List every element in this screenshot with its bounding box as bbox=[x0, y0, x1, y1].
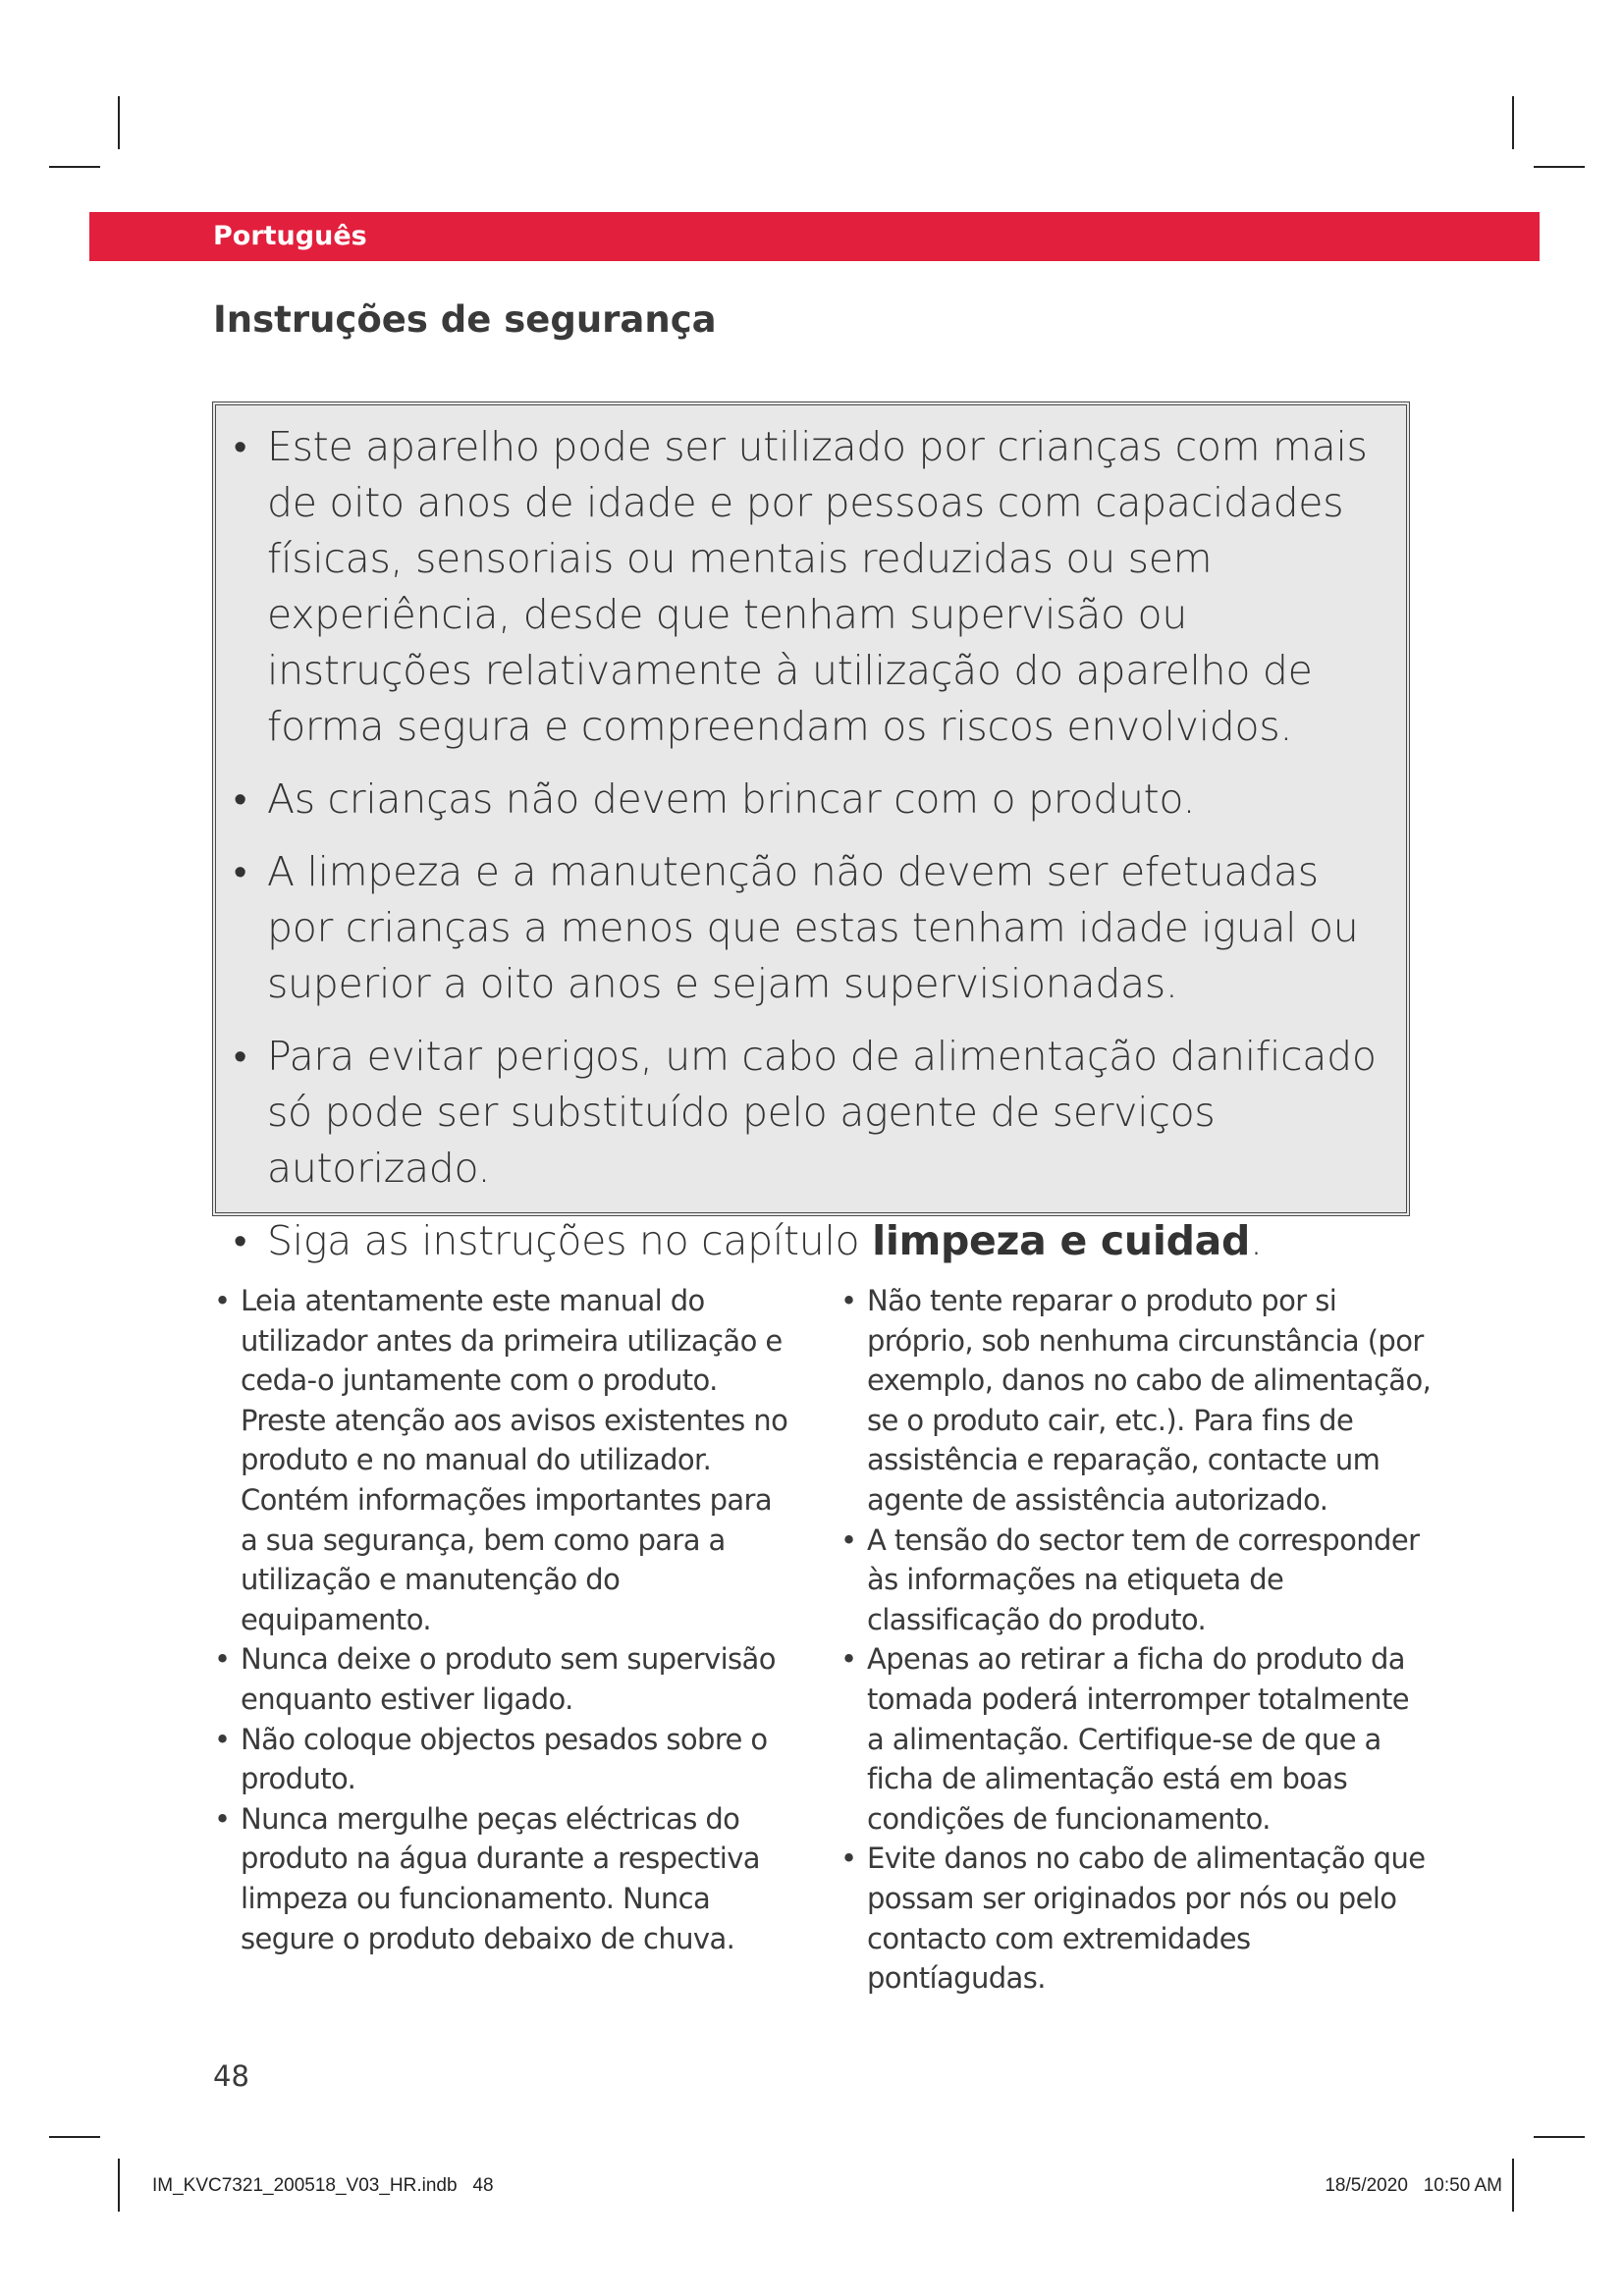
crop-mark-bottom-right-vertical bbox=[1512, 2159, 1514, 2212]
print-footer-filename: IM_KVC7321_200518_V03_HR.indb 48 bbox=[152, 2175, 494, 2196]
print-footer-datetime: 18/5/2020 10:50 AM bbox=[1325, 2175, 1502, 2196]
section-title: Instruções de segurança bbox=[213, 298, 717, 341]
language-label: Português bbox=[213, 221, 367, 251]
crop-mark-top-right-horizontal bbox=[1534, 166, 1585, 168]
list-item: • Apenas ao retirar a ficha do produto da tomada poderá interromper totalmente a alimentação. Certifique-se de que a ficha de alimentação está em boas condições de funcionamento. bbox=[867, 1639, 1432, 1839]
right-column bbox=[867, 1281, 1432, 1999]
list-item: • Nunca mergulhe peças eléctricas do produto na água durante a respectiva limpeza ou funcionamento. Nunca segure o produto debaixo de chuva. bbox=[241, 1799, 790, 1958]
list-item: • Não tente reparar o produto por si próprio, sob nenhuma circunstância (por exemplo, danos no cabo de alimentação, se o produto cair, etc.). Para fins de assistência e reparação, contacte um agente de assistência autorizado. bbox=[867, 1281, 1432, 1521]
warning-item: • A limpeza e a manutenção não devem ser efetuadas por crianças a menos que estas tenham idade igual ou superior a oito anos e sejam supervisionadas. bbox=[267, 844, 1382, 1012]
warning-item: • Para evitar perigos, um cabo de alimentação danificado só pode ser substituído pelo agente de serviços autorizado. bbox=[267, 1029, 1382, 1197]
warning-list bbox=[216, 405, 1406, 1269]
right-instruction-list bbox=[867, 1281, 1432, 1999]
crop-mark-bottom-left-horizontal bbox=[49, 2136, 100, 2138]
list-item: • Nunca deixe o produto sem supervisão enquanto estiver ligado. bbox=[241, 1639, 790, 1719]
list-item: • Evite danos no cabo de alimentação que possam ser originados por nós ou pelo contacto com extremidades pontíagudas. bbox=[867, 1839, 1432, 1998]
warning-item-chapter-reference bbox=[267, 1213, 1382, 1269]
warning-item: • As crianças não devem brincar com o produto. bbox=[267, 772, 1382, 828]
warning-box bbox=[212, 401, 1410, 1264]
chapter-reference-suffix: . bbox=[1250, 1217, 1263, 1264]
crop-mark-bottom-right-horizontal bbox=[1534, 2136, 1585, 2138]
crop-mark-top-right-vertical bbox=[1512, 96, 1514, 149]
crop-mark-top-left-horizontal bbox=[49, 166, 100, 168]
list-item: • Leia atentamente este manual do utilizador antes da primeira utilização e ceda-o juntamente com o produto. Preste atenção aos avisos existentes no produto e no manual do utilizador. Contém informações importantes para a sua segurança, bem como para a utilização e manutenção do equipamento. bbox=[241, 1281, 790, 1639]
language-bar bbox=[89, 212, 1540, 261]
list-item: • A tensão do sector tem de corresponder às informações na etiqueta de classificação do produto. bbox=[867, 1521, 1432, 1640]
crop-mark-top-left-vertical bbox=[118, 96, 120, 149]
crop-mark-bottom-left-vertical bbox=[118, 2159, 120, 2212]
left-instruction-list bbox=[241, 1281, 790, 1958]
chapter-reference-prefix: Siga as instruções no capítulo bbox=[267, 1217, 873, 1264]
warning-item: • Este aparelho pode ser utilizado por crianças com mais de oito anos de idade e por pessoas com capacidades físicas, sensoriais ou mentais reduzidas ou sem experiência, desde que tenham supervisão ou instruções relativamente à utilização do aparelho de forma segura e compreendam os riscos envolvidos. bbox=[267, 419, 1382, 755]
list-item: • Não coloque objectos pesados sobre o produto. bbox=[241, 1720, 790, 1799]
left-column bbox=[241, 1281, 790, 1958]
page-number: 48 bbox=[213, 2059, 249, 2093]
chapter-reference-name: limpeza e cuidad bbox=[872, 1217, 1251, 1264]
